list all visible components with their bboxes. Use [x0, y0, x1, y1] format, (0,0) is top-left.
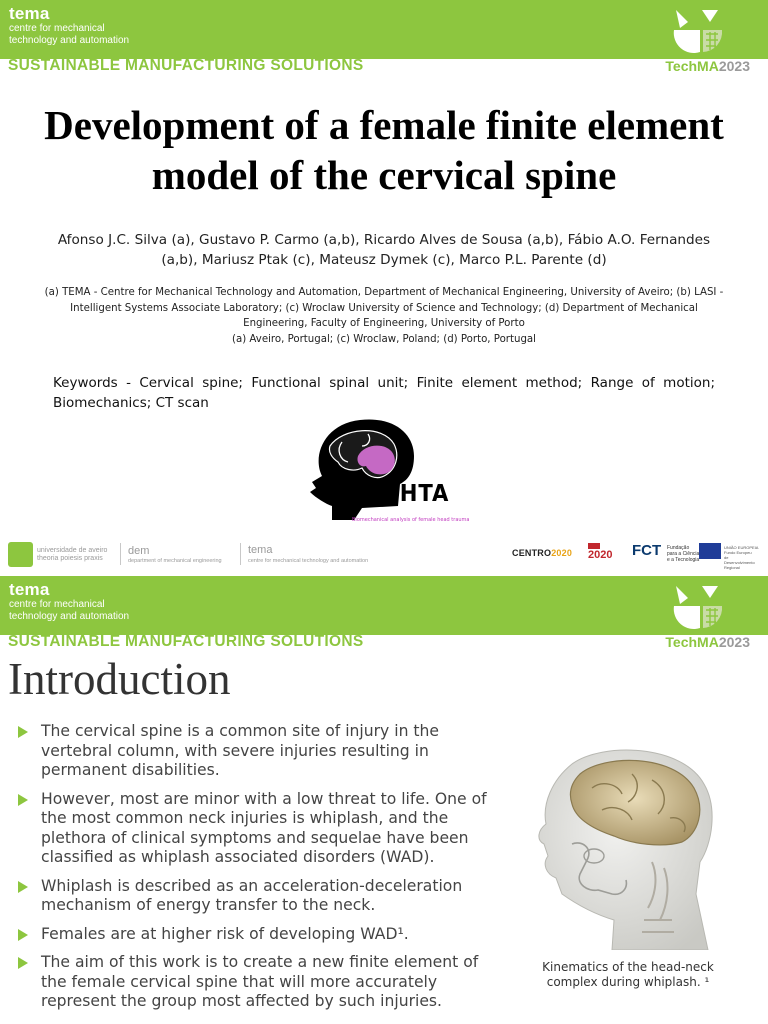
bullet-item: The cervical spine is a common site of injury in the vertebral column, with severe injuries resulting in permanent disabilities.	[18, 722, 490, 781]
keywords: Keywords - Cervical spine; Functional spinal unit; Finite element method; Range of motion; Biomechanics; CT scan	[53, 375, 715, 411]
fct-subtitle-2: para a Ciência	[667, 551, 700, 557]
eu-text-3: de Desenvolvimento Regional	[724, 555, 755, 570]
fct-subtitle-1: Fundação	[667, 545, 690, 551]
conference-label	[665, 59, 750, 74]
affiliation-locations: (a) Aveiro, Portugal; (c) Wroclaw, Poland; (d) Porto, Portugal	[232, 333, 536, 345]
eu-logo-text	[724, 545, 760, 570]
fct-logo: FCT	[632, 542, 662, 559]
dept-logo-subtitle: department of mechanical engineering	[128, 558, 222, 564]
tema-logo-subtitle-2: technology and automation	[9, 35, 130, 46]
centro-year: 2020	[551, 548, 573, 558]
portugal2020-logo: 2020	[588, 549, 613, 561]
centro2020-logo	[512, 548, 572, 558]
tema-logo-subtitle-1: centre for mechanical	[9, 599, 105, 610]
header-bar	[0, 0, 768, 59]
affiliation-list: (a) TEMA - Centre for Mechanical Technology and Automation, Department of Mechanical Engineering, University of Aveiro; (b) LASI - Intelligent Systems Associate Laboratory; (c) Wroclaw University of Science and Technology; (d) Department of Mechanical Engineering, Faculty of Engineering, University of Porto	[44, 287, 724, 329]
tema-logo	[9, 581, 129, 623]
bullet-item: Whiplash is described as an acceleration-deceleration mechanism of energy transfer to the neck.	[18, 877, 490, 916]
footer-divider	[120, 543, 121, 565]
centre-logo-name: tema	[248, 544, 273, 556]
tema-logo-subtitle-1: centre for mechanical	[9, 23, 105, 34]
eu-text-2: Fundo Europeu	[724, 550, 752, 555]
university-emblem-icon	[670, 8, 726, 54]
figure-caption: Kinematics of the head-neck complex during whiplash. ¹	[542, 960, 714, 989]
slide-title: Introduction	[8, 654, 231, 704]
conference-name: TechMA	[665, 634, 719, 650]
project-logo-name: BAFHTA	[350, 481, 450, 507]
dept-logo-name: dem	[128, 545, 150, 557]
bullet-list	[18, 722, 490, 1021]
tema-logo-subtitle-2: technology and automation	[9, 611, 130, 622]
tagline: SUSTAINABLE MANUFACTURING SOLUTIONS	[8, 633, 364, 650]
university-name: universidade de aveiro	[37, 547, 108, 554]
university-emblem-icon	[670, 584, 726, 630]
authors: Afonso J.C. Silva (a), Gustavo P. Carmo (a,b), Ricardo Alves de Sousa (a,b), Fábio A.O. Fernandes (a,b), Mariusz Ptak (c), Mateusz Dymek (c), Marco P.L. Parente (d)	[57, 232, 711, 268]
footer-funding-logos	[510, 541, 760, 570]
bullet-item: However, most are minor with a low threat to life. One of the most common neck injuries is whiplash, and the plethora of clinical symptoms and sequelae have been classified as whiplash associated disorders (WAD).	[18, 790, 490, 868]
footer-divider	[240, 543, 241, 565]
project-logo-subtitle: Biomechanical analysis of female head trauma	[352, 517, 470, 523]
tema-logo	[9, 5, 129, 47]
centro-label: CENTRO	[512, 548, 552, 558]
header-bar	[0, 576, 768, 635]
tagline: SUSTAINABLE MANUFACTURING SOLUTIONS	[8, 57, 364, 74]
introduction-slide	[0, 576, 768, 1024]
conference-year: 2023	[718, 58, 750, 74]
bullet-item: The aim of this work is to create a new finite element of the female cervical spine that will more accurately represent the group most affected by such injuries.	[18, 953, 490, 1012]
eu-flag-icon	[699, 543, 721, 559]
centre-logo-subtitle: centre for mechanical technology and automation	[248, 558, 369, 564]
tema-logo-name: tema	[9, 580, 50, 599]
bullet-item: Females are at higher risk of developing WAD¹.	[18, 925, 490, 945]
eu-text-1: UNIÃO EUROPEIA	[724, 545, 759, 550]
conference-year: 2023	[718, 634, 750, 650]
fct-subtitle-3: e a Tecnologia	[667, 557, 700, 563]
skull-head-neck-icon	[532, 744, 722, 950]
conference-name: TechMA	[665, 58, 719, 74]
affiliations	[40, 285, 728, 347]
fct-logo-subtitle	[667, 545, 699, 563]
university-shield-icon	[8, 542, 33, 567]
head-brain-icon	[302, 416, 464, 528]
tema-logo-name: tema	[9, 4, 50, 23]
conference-label	[665, 635, 750, 650]
university-motto: theoria poiesis praxis	[37, 555, 103, 562]
paper-title: Development of a female finite element model of the cervical spine	[44, 102, 724, 198]
university-logo-text	[37, 547, 107, 563]
